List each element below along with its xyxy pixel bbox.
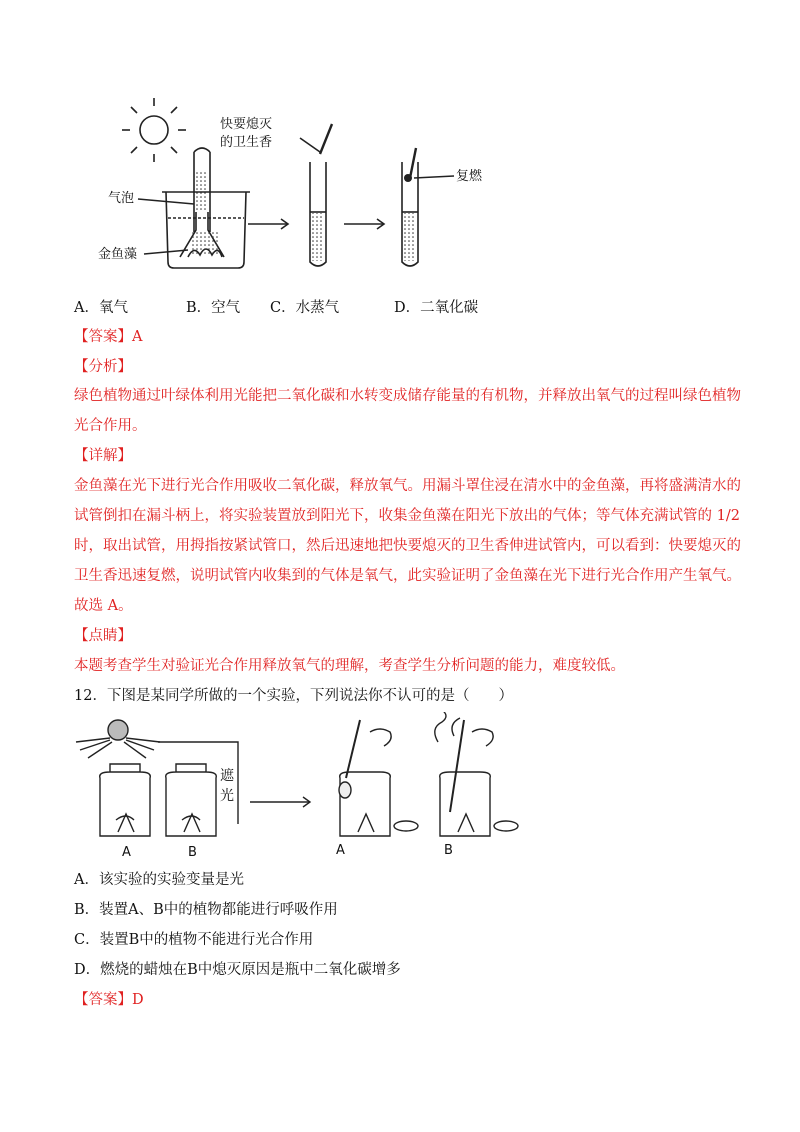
detail-line-5: 故选 A。 xyxy=(74,598,133,614)
lid-b xyxy=(494,821,518,831)
figure-light-shading-experiment xyxy=(70,712,530,862)
label-goldfish-weed: 金鱼藻 xyxy=(98,247,138,262)
label-incense-line1: 快要熄灭 xyxy=(220,117,273,132)
q11-option-b: B．空气 xyxy=(186,300,241,316)
jar-b xyxy=(166,764,217,836)
comment-heading: 【点睛】 xyxy=(74,628,132,644)
answer-heading: 【答案】 xyxy=(74,329,132,345)
q12-stem: 12．下图是某同学所做的一个实验，下列说法你不认可的是（ ） xyxy=(74,688,513,704)
jar-b-candle xyxy=(440,772,491,836)
lid-a xyxy=(394,821,418,831)
label-jar-a2: A xyxy=(336,843,345,858)
detail-line-4: 卫生香迅速复燃，说明试管内收集到的气体是氧气，此实验证明了金鱼藻在光下进行光合作用产生氧气。 xyxy=(74,568,741,584)
label-jar-b2: B xyxy=(444,843,453,858)
relit-incense-stick xyxy=(410,148,416,178)
answer-value: A xyxy=(132,329,143,345)
q11-answer-line xyxy=(74,327,142,347)
q12-answer-line xyxy=(74,990,144,1010)
analysis-line-1: 绿色植物通过叶绿体利用光能把二氧化碳和水转变成储存能量的有机物，并释放出氧气的过程叫绿色植物 xyxy=(74,388,741,404)
smoke-extinguished xyxy=(435,712,460,742)
q12-option-a: A．该实验的实验变量是光 xyxy=(74,872,244,888)
candle-flame-lit xyxy=(339,782,351,798)
detail-line-3: 时，取出试管，用拇指按紧试管口，然后迅速地把快要熄灭的卫生香伸进试管内，可以看到：快要熄灭的 xyxy=(74,538,741,554)
label-shade-1: 遮 xyxy=(220,768,234,784)
plant-b xyxy=(182,814,200,832)
dying-incense-stick xyxy=(320,124,332,154)
analysis-heading: 【分析】 xyxy=(74,359,132,375)
detail-line-2: 试管倒扣在漏斗柄上，将实验装置放到阳光下，收集金鱼藻在阳光下放出的气体；等气体充满试管的 1/2 xyxy=(74,508,740,524)
plant-a xyxy=(116,814,134,832)
detail-heading: 【详解】 xyxy=(74,448,132,464)
q12-answer-heading: 【答案】 xyxy=(74,992,132,1008)
q12-answer-value: D xyxy=(132,992,144,1008)
analysis-line-2: 光合作用。 xyxy=(74,418,147,434)
label-bubble: 气泡 xyxy=(108,191,135,206)
label-incense-line2: 的卫生香 xyxy=(220,135,273,150)
q12-option-c: C．装置B中的植物不能进行光合作用 xyxy=(74,932,314,948)
label-jar-a: A xyxy=(122,845,131,860)
q12-option-b: B．装置A、B中的植物都能进行呼吸作用 xyxy=(74,902,338,918)
q11-option-a: A．氧气 xyxy=(74,300,128,316)
q11-option-c: C．水蒸气 xyxy=(270,300,340,316)
sun-icon xyxy=(140,116,168,144)
q11-option-d: D．二氧化碳 xyxy=(394,300,479,316)
label-relit: 复燃 xyxy=(456,169,483,184)
jar-a-candle xyxy=(340,772,391,836)
comment-line-1: 本题考查学生对验证光合作用释放氧气的理解，考查学生分析问题的能力，难度较低。 xyxy=(74,658,625,674)
detail-line-1: 金鱼藻在光下进行光合作用吸收二氧化碳，释放氧气。用漏斗罩住浸在清水中的金鱼藻，再将盛满清水的 xyxy=(74,478,741,494)
label-jar-b: B xyxy=(188,845,197,860)
hand-a xyxy=(370,729,391,746)
sun-icon-2 xyxy=(108,720,128,740)
jar-a xyxy=(100,764,151,836)
hand-b xyxy=(472,729,493,746)
label-shade-2: 光 xyxy=(220,788,234,804)
figure-photosynthesis-oxygen-experiment xyxy=(88,92,508,277)
q12-option-d: D．燃烧的蜡烛在B中熄灭原因是瓶中二氧化碳增多 xyxy=(74,962,401,978)
